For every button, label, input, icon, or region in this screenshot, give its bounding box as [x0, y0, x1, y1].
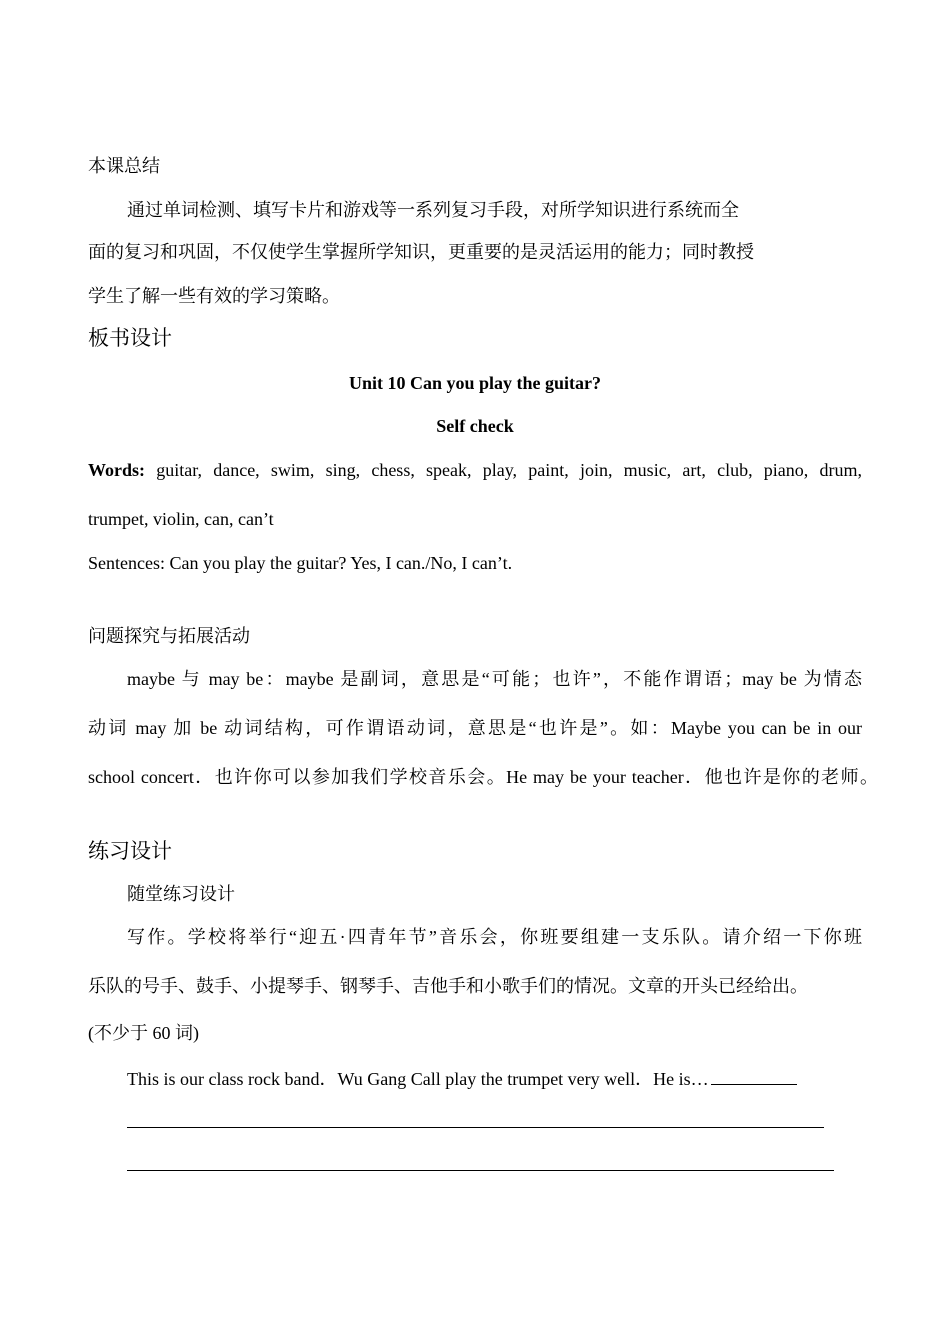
summary-heading: 本课总结 [88, 156, 160, 176]
inquiry-line-2: 动词 may 加 be 动词结构，可作谓语动词，意思是“也许是”。如：Maybe you can be in our [88, 718, 862, 738]
board-subtitle: Self check [436, 416, 514, 436]
writing-starter-text: This is our class rock band．Wu Gang Call play the trumpet very well．He is… [127, 1069, 709, 1089]
board-words-line-1 [88, 458, 862, 482]
inquiry-line-3: school concert．也许你可以参加我们学校音乐会。He may be your teacher．他也许是你的老师。 [88, 767, 878, 787]
words-label: Words: [88, 460, 146, 480]
board-words-line-2: trumpet, violin, can, can’t [88, 509, 274, 529]
summary-line-2: 面的复习和巩固，不仅使学生掌握所学知识，更重要的是灵活运用的能力；同时教授 [88, 242, 754, 262]
board-title: Unit 10 Can you play the guitar? [348, 373, 602, 393]
practice-line-2: 乐队的号手、鼓手、小提琴手、钢琴手、吉他手和小歌手们的情况。文章的开头已经给出。 [88, 976, 808, 996]
words-list: guitar, dance, swim, sing, chess, speak, play, paint, join, music, art, club, piano, drum, [156, 460, 862, 480]
inquiry-line-1: maybe 与 may be：maybe 是副词，意思是“可能；也许”，不能作谓语；may be 为情态 [127, 669, 862, 689]
practice-sub-heading: 随堂练习设计 [127, 884, 235, 904]
answer-blank[interactable] [711, 1066, 797, 1085]
practice-line-3: (不少于 60 词) [88, 1023, 199, 1043]
board-heading: 板书设计 [88, 326, 172, 350]
practice-heading: 练习设计 [88, 839, 172, 863]
summary-line-3: 学生了解一些有效的学习策略。 [88, 286, 340, 306]
board-sentences: Sentences: Can you play the guitar? Yes, I can./No, I can’t. [88, 553, 513, 573]
writing-starter [127, 1066, 797, 1091]
answer-line-2[interactable] [127, 1170, 834, 1171]
practice-line-1: 写作。学校将举行“迎五·四青年节”音乐会，你班要组建一支乐队。请介绍一下你班 [127, 927, 862, 947]
answer-line-1[interactable] [127, 1127, 824, 1128]
summary-line-1: 通过单词检测、填写卡片和游戏等一系列复习手段，对所学知识进行系统而全 [127, 200, 739, 220]
inquiry-heading: 问题探究与拓展活动 [88, 626, 250, 646]
